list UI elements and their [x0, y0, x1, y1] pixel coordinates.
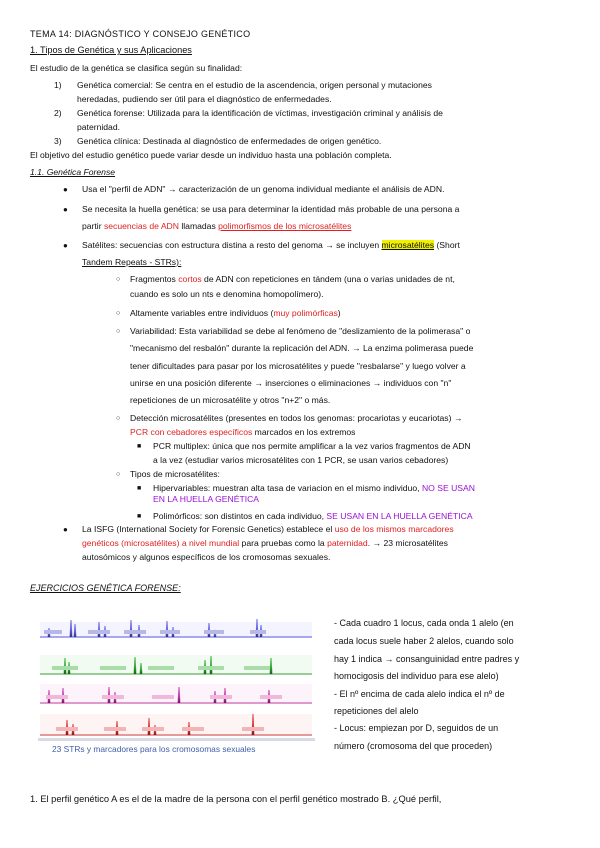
- bullet-text: autosómicos y algunos específicos de los cromosomas sexuales.: [82, 552, 331, 562]
- magenta-text: SE USAN EN LA HUELLA GENÉTICA: [326, 511, 473, 521]
- text-span: ): [337, 308, 341, 318]
- sub-bullet-text: [130, 274, 455, 285]
- bullet-text: Se necesita la huella genética: se usa para determinar la identidad más probable de una persona a: [82, 204, 460, 214]
- red-underlined-text: polimorfismos de los microsatélites: [218, 221, 352, 231]
- red-text: uso de los mismos marcadores: [334, 524, 454, 534]
- sub-bullet-text: Variabilidad: Esta variabilidad se debe al fenómeno de "deslizamiento de la polimerasa" o: [130, 326, 471, 336]
- square-bullet: ■: [137, 513, 142, 520]
- exercises-heading: EJERCICIOS GENÉTICA FORENSE:: [30, 583, 181, 593]
- note-line: - Locus: empiezan por D, seguidos de un: [334, 723, 499, 733]
- text-span: La ISFG (International Society for Forensic Genetics) establece el: [82, 524, 335, 534]
- red-text: muy polimórficas: [273, 308, 338, 318]
- bullet-text-line: [82, 524, 454, 535]
- red-text: cortos: [178, 274, 202, 284]
- note-line: - El nº encima de cada alelo indica el nº de: [334, 689, 505, 699]
- bullet-text: Usa el "perfil de ADN" → caracterización de un genoma individual mediante el análisis de ADN.: [82, 184, 445, 194]
- text-span: marcados en los extremos: [252, 427, 356, 437]
- sub-bullet-text: tener dificultades para pasar por los microsatélites y puede "resbalarse" y luego volver a: [130, 361, 466, 371]
- item-number: 3): [54, 136, 62, 146]
- circle-bullet: ○: [116, 328, 121, 335]
- bullet-dot: ●: [63, 525, 68, 534]
- text-span: (Short: [434, 240, 460, 250]
- exercise-question: 1. El perfil genético A es el de la madre de la persona con el perfil genético mostrado B. ¿Qué perfil,: [30, 794, 442, 804]
- text-span: Altamente variables entre individuos (: [130, 308, 274, 318]
- bullet-dot: ●: [63, 185, 68, 194]
- list-item-line: paternidad.: [77, 122, 121, 132]
- sub-bullet-text: repeticiones de un microsatélite y otros "n+2" o más.: [130, 395, 331, 405]
- red-text: PCR con cebadores específicos: [130, 427, 253, 437]
- sub-bullet-text: [130, 308, 341, 319]
- text-span: llamadas: [178, 221, 219, 231]
- text-span: Hipervariables: muestran alta tasa de variacion en el mismo individuo,: [153, 483, 422, 493]
- text-span: Fragmentos: [130, 274, 179, 284]
- circle-bullet: ○: [116, 415, 121, 422]
- list-item-line: Genética clínica: Destinada al diagnóstico de enfermedades de origen genético.: [77, 136, 382, 146]
- tertiary-bullet-text: PCR multiplex: única que nos permite amplificar a la vez varios fragmentos de ADN: [153, 441, 471, 451]
- document-title: TEMA 14: DIAGNÓSTICO Y CONSEJO GENÉTICO: [30, 29, 251, 39]
- bullet-text-line: [82, 538, 448, 549]
- square-bullet: ■: [137, 485, 142, 492]
- highlighted-text: microsatélites: [381, 240, 435, 250]
- circle-bullet: ○: [116, 471, 121, 478]
- text-span: Satélites: secuencias con estructura distina a resto del genoma → se incluyen: [82, 240, 382, 250]
- section-1-intro: El estudio de la genética se clasifica según su finalidad:: [30, 63, 243, 73]
- text-span: Polimórficos: son distintos en cada individuo,: [153, 511, 327, 521]
- electropherogram-figure: [38, 608, 315, 742]
- text-span: partir: [82, 221, 104, 231]
- note-line: cada locus suele haber 2 alelos, cuando solo: [334, 636, 514, 646]
- bullet-dot: ●: [63, 205, 68, 214]
- sub-bullet-text: Tipos de microsatélites:: [130, 469, 220, 479]
- red-text: secuencias de ADN: [103, 221, 179, 231]
- magenta-text: NO SE USAN: [421, 483, 475, 493]
- text-span: de ADN con repeticiones en tándem (una o varias unidades de nt,: [201, 274, 455, 284]
- item-number: 1): [54, 80, 62, 90]
- list-item-line: Genética comercial: Se centra en el estudio de la ascendencia, origen personal y mutaciones: [77, 80, 432, 90]
- sub-bullet-text: "mecanismo del resbalón" durante la replicación del ADN. → La enzima polimerasa puede: [130, 343, 474, 353]
- circle-bullet: ○: [116, 310, 121, 317]
- list-item-line: Genética forense: Utilizada para la identificación de víctimas, investigación criminal y análisis de: [77, 108, 443, 118]
- circle-bullet: ○: [116, 276, 121, 283]
- section-1-heading: 1. Tipos de Genética y sus Aplicaciones: [30, 45, 192, 55]
- square-bullet: ■: [137, 443, 142, 450]
- bullet-text-line: [82, 221, 351, 232]
- tertiary-bullet-text: [153, 511, 473, 522]
- text-span: . → 23 microsatélites: [367, 538, 448, 548]
- sub-bullet-text: cuando es solo un nts e denomina homopolímero).: [130, 289, 324, 299]
- figure-caption: 23 STRs y marcadores para los cromosomas sexuales: [52, 744, 256, 754]
- section-1-1-heading: 1.1. Genética Forense: [30, 167, 116, 177]
- text-span: para pruebas como la: [239, 538, 328, 548]
- tertiary-bullet-text: [153, 483, 475, 494]
- item-number: 2): [54, 108, 62, 118]
- section-1-outro: El objetivo del estudio genético puede variar desde un individuo hasta una población completa.: [30, 150, 392, 160]
- sub-bullet-text: Detección microsatélites (presentes en todos los genomas: procariotas y eucariotas) →: [130, 413, 463, 423]
- red-text: paternidad: [327, 538, 368, 548]
- note-line: repeticiones del alelo: [334, 706, 419, 716]
- list-item-line: heredadas, pudiendo ser útil para el diagnóstico de enfermedades.: [77, 94, 332, 104]
- red-text: genéticos (microsatélites) a nivel mundial: [82, 538, 240, 548]
- note-line: - Cada cuadro 1 locus, cada onda 1 alelo (en: [334, 618, 514, 628]
- note-line: homocigosis del individuo para ese alelo): [334, 671, 499, 681]
- tertiary-bullet-text: a la vez (estudiar varios microsatélites con 1 PCR, se usan varios cebadores): [153, 455, 449, 465]
- sub-bullet-text: [130, 427, 355, 438]
- bullet-text: Tandem Repeats - STRs):: [82, 257, 182, 267]
- sub-bullet-text: unirse en una posición diferente → inserciones o eliminaciones → individuos con "n": [130, 378, 452, 388]
- note-line: hay 1 indica → consanguinidad entre padres y: [334, 654, 520, 664]
- bullet-text-line: [82, 240, 460, 251]
- note-line: número (cromosoma del que proceden): [334, 741, 493, 751]
- magenta-text: EN LA HUELLA GENÉTICA: [153, 494, 260, 504]
- bullet-dot: ●: [63, 241, 68, 250]
